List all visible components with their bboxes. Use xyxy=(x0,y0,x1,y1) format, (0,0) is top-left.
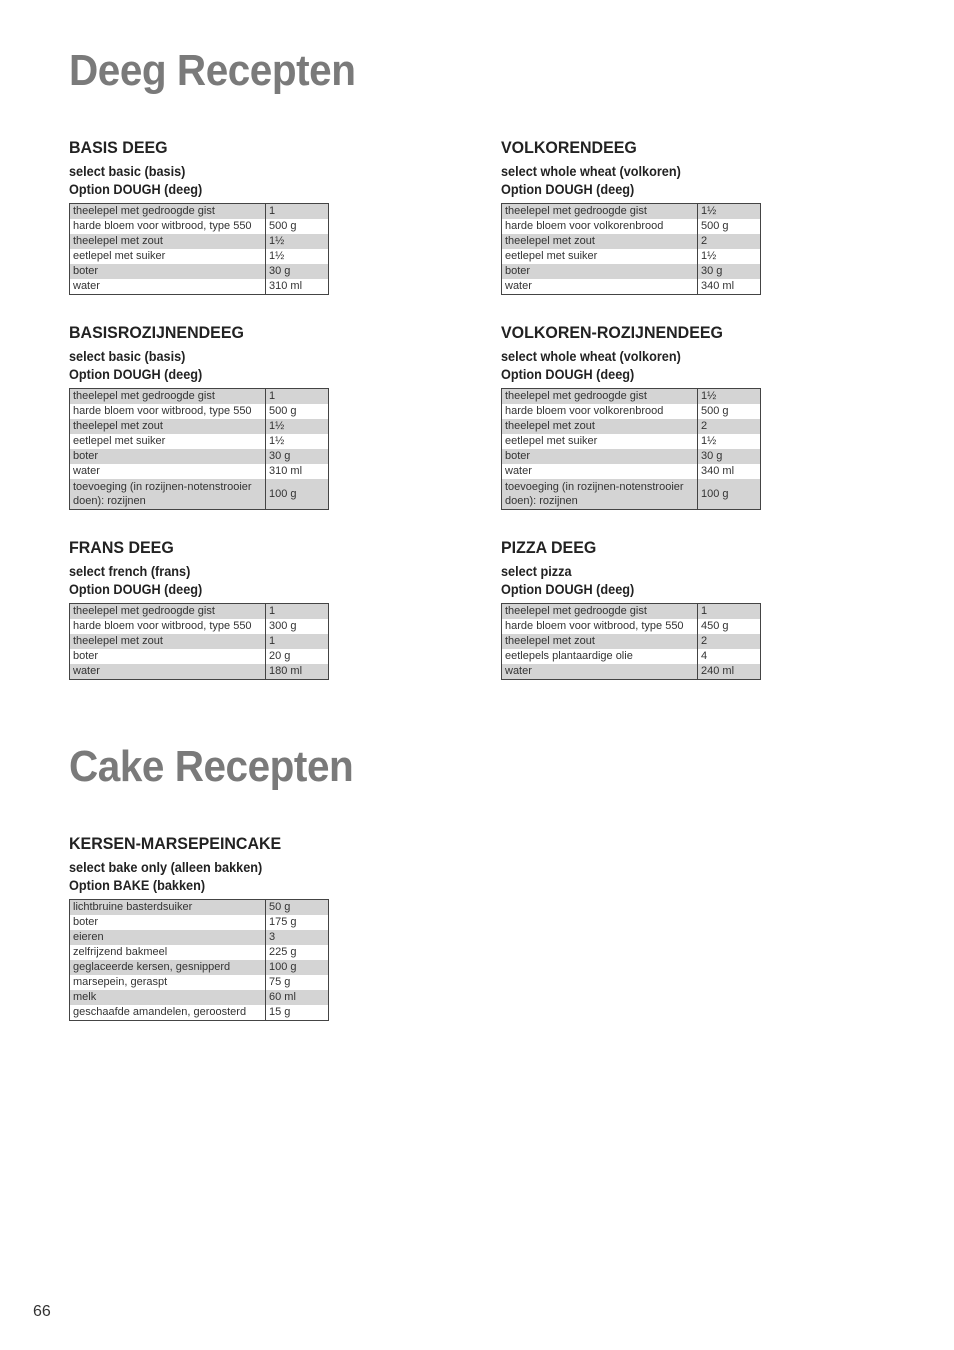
recipe-program: select whole wheat (volkoren) xyxy=(501,349,681,364)
ingredient-name: theelepel met gedroogde gist xyxy=(502,604,698,620)
table-row xyxy=(502,619,761,634)
table-row xyxy=(502,404,761,419)
ingredient-name: theelepel met zout xyxy=(502,634,698,649)
ingredient-name: harde bloem voor witbrood, type 550 xyxy=(70,619,266,634)
ingredient-name: theelepel met zout xyxy=(70,419,266,434)
recipe-pizza-deeg xyxy=(501,537,761,680)
table-row xyxy=(70,419,329,434)
table-row xyxy=(70,1005,329,1021)
page-number: 66 xyxy=(33,1303,51,1320)
ingredient-name: harde bloem voor volkorenbrood xyxy=(502,219,698,234)
ingredient-name: harde bloem voor witbrood, type 550 xyxy=(502,619,698,634)
ingredients-table xyxy=(69,388,329,510)
table-row xyxy=(70,249,329,264)
ingredient-quantity: 340 ml xyxy=(698,279,761,295)
ingredient-quantity: 500 g xyxy=(266,219,329,234)
table-row xyxy=(70,479,329,510)
table-row xyxy=(502,419,761,434)
table-row xyxy=(502,449,761,464)
ingredient-name: theelepel met gedroogde gist xyxy=(70,389,266,405)
table-row xyxy=(502,649,761,664)
ingredient-name: water xyxy=(70,664,266,680)
table-row xyxy=(502,264,761,279)
ingredient-quantity: 20 g xyxy=(266,649,329,664)
ingredient-quantity: 15 g xyxy=(266,1005,329,1021)
recipe-volkorendeeg xyxy=(501,137,761,295)
table-row xyxy=(70,219,329,234)
table-row xyxy=(70,434,329,449)
ingredient-quantity: 1 xyxy=(266,389,329,405)
ingredient-name: theelepel met zout xyxy=(502,419,698,434)
ingredient-quantity: 500 g xyxy=(698,219,761,234)
table-row xyxy=(502,464,761,479)
table-row xyxy=(70,664,329,680)
ingredient-name: water xyxy=(502,664,698,680)
ingredient-name: harde bloem voor witbrood, type 550 xyxy=(70,219,266,234)
ingredient-quantity: 1½ xyxy=(266,434,329,449)
ingredient-quantity: 310 ml xyxy=(266,279,329,295)
table-row xyxy=(502,604,761,620)
table-row xyxy=(70,404,329,419)
ingredient-quantity: 50 g xyxy=(266,900,329,916)
recipe-volkoren-rozijnendeeg xyxy=(501,322,761,510)
ingredient-quantity: 1½ xyxy=(266,249,329,264)
table-row xyxy=(70,960,329,975)
ingredient-quantity: 450 g xyxy=(698,619,761,634)
recipe-option: Option DOUGH (deeg) xyxy=(69,182,203,197)
ingredient-name: toevoeging (in rozijnen-notenstrooier doen): rozijnen xyxy=(70,479,266,510)
ingredient-quantity: 30 g xyxy=(698,449,761,464)
ingredient-quantity: 30 g xyxy=(266,264,329,279)
ingredient-name: eetlepel met suiker xyxy=(70,249,266,264)
ingredient-quantity: 310 ml xyxy=(266,464,329,479)
ingredient-name: water xyxy=(502,464,698,479)
ingredient-quantity: 1 xyxy=(698,604,761,620)
ingredient-quantity: 1½ xyxy=(698,434,761,449)
ingredients-table xyxy=(69,603,329,680)
table-row xyxy=(70,604,329,620)
table-row xyxy=(70,915,329,930)
ingredient-quantity: 75 g xyxy=(266,975,329,990)
ingredient-quantity: 500 g xyxy=(266,404,329,419)
recipe-title: FRANS DEEG xyxy=(69,538,174,557)
ingredient-name: melk xyxy=(70,990,266,1005)
recipe-program: select whole wheat (volkoren) xyxy=(501,164,681,179)
table-row xyxy=(70,389,329,405)
ingredient-name: harde bloem voor witbrood, type 550 xyxy=(70,404,266,419)
table-row xyxy=(70,264,329,279)
ingredients-table xyxy=(501,388,761,510)
ingredient-quantity: 240 ml xyxy=(698,664,761,680)
ingredient-name: water xyxy=(70,464,266,479)
ingredient-quantity: 1 xyxy=(266,204,329,220)
ingredient-quantity: 225 g xyxy=(266,945,329,960)
ingredients-table xyxy=(69,899,329,1021)
ingredient-name: marsepein, geraspt xyxy=(70,975,266,990)
ingredient-name: theelepel met gedroogde gist xyxy=(70,604,266,620)
recipe-title: KERSEN-MARSEPEINCAKE xyxy=(69,834,282,853)
table-row xyxy=(502,219,761,234)
table-row xyxy=(502,279,761,295)
ingredient-name: geglaceerde kersen, gesnipperd xyxy=(70,960,266,975)
recipe-program: select basic (basis) xyxy=(69,164,186,179)
recipe-frans-deeg xyxy=(69,537,329,680)
cake-recipes-title: Cake Recepten xyxy=(69,742,354,791)
table-row xyxy=(70,900,329,916)
recipe-option: Option BAKE (bakken) xyxy=(69,878,206,893)
recipe-title: PIZZA DEEG xyxy=(501,538,597,557)
ingredient-name: water xyxy=(70,279,266,295)
recipe-title: VOLKOREN-ROZIJNENDEEG xyxy=(501,323,723,342)
recipe-option: Option DOUGH (deeg) xyxy=(69,582,203,597)
table-row xyxy=(502,664,761,680)
table-row xyxy=(502,434,761,449)
ingredient-quantity: 1½ xyxy=(266,419,329,434)
recipe-option: Option DOUGH (deeg) xyxy=(501,367,635,382)
ingredient-name: theelepel met gedroogde gist xyxy=(70,204,266,220)
ingredient-name: water xyxy=(502,279,698,295)
ingredient-name: boter xyxy=(70,264,266,279)
table-row xyxy=(70,204,329,220)
table-row xyxy=(70,649,329,664)
recipe-program: select french (frans) xyxy=(69,564,191,579)
table-row xyxy=(502,204,761,220)
table-row xyxy=(502,234,761,249)
table-row xyxy=(70,975,329,990)
table-row xyxy=(70,930,329,945)
ingredient-name: boter xyxy=(70,449,266,464)
ingredient-quantity: 2 xyxy=(698,634,761,649)
table-row xyxy=(502,249,761,264)
ingredient-name: eetlepels plantaardige olie xyxy=(502,649,698,664)
recipe-program: select bake only (alleen bakken) xyxy=(69,860,263,875)
ingredient-quantity: 1½ xyxy=(266,234,329,249)
ingredient-name: boter xyxy=(70,649,266,664)
ingredient-quantity: 30 g xyxy=(698,264,761,279)
ingredient-quantity: 1½ xyxy=(698,389,761,405)
table-row xyxy=(70,634,329,649)
ingredient-quantity: 1½ xyxy=(698,204,761,220)
ingredient-name: eetlepel met suiker xyxy=(70,434,266,449)
recipe-program: select basic (basis) xyxy=(69,349,186,364)
ingredient-quantity: 2 xyxy=(698,234,761,249)
ingredient-quantity: 500 g xyxy=(698,404,761,419)
ingredient-name: theelepel met gedroogde gist xyxy=(502,389,698,405)
ingredient-quantity: 100 g xyxy=(698,479,761,510)
table-row xyxy=(502,634,761,649)
recipe-option: Option DOUGH (deeg) xyxy=(69,367,203,382)
ingredient-quantity: 1 xyxy=(266,604,329,620)
ingredient-quantity: 30 g xyxy=(266,449,329,464)
recipe-program: select pizza xyxy=(501,564,572,579)
recipe-title: BASISROZIJNENDEEG xyxy=(69,323,244,342)
ingredient-name: theelepel met zout xyxy=(502,234,698,249)
ingredient-name: boter xyxy=(502,449,698,464)
table-row xyxy=(70,619,329,634)
table-row xyxy=(502,479,761,510)
ingredient-quantity: 3 xyxy=(266,930,329,945)
table-row xyxy=(70,464,329,479)
ingredient-quantity: 100 g xyxy=(266,960,329,975)
ingredient-quantity: 300 g xyxy=(266,619,329,634)
ingredient-quantity: 4 xyxy=(698,649,761,664)
ingredient-name: eetlepel met suiker xyxy=(502,249,698,264)
ingredient-name: zelfrijzend bakmeel xyxy=(70,945,266,960)
ingredient-quantity: 60 ml xyxy=(266,990,329,1005)
ingredient-name: theelepel met zout xyxy=(70,634,266,649)
recipe-basisrozijnendeeg xyxy=(69,322,329,510)
ingredient-quantity: 2 xyxy=(698,419,761,434)
table-row xyxy=(70,279,329,295)
recipe-title: VOLKORENDEEG xyxy=(501,138,637,157)
ingredient-name: geschaafde amandelen, geroosterd xyxy=(70,1005,266,1021)
recipe-title: BASIS DEEG xyxy=(69,138,168,157)
ingredient-quantity: 175 g xyxy=(266,915,329,930)
ingredient-name: boter xyxy=(502,264,698,279)
recipe-option: Option DOUGH (deeg) xyxy=(501,582,635,597)
table-row xyxy=(70,234,329,249)
ingredient-quantity: 1½ xyxy=(698,249,761,264)
ingredients-table xyxy=(501,603,761,680)
dough-recipes-title: Deeg Recepten xyxy=(69,46,356,95)
table-row xyxy=(70,945,329,960)
table-row xyxy=(502,389,761,405)
ingredient-name: boter xyxy=(70,915,266,930)
ingredient-name: eieren xyxy=(70,930,266,945)
ingredient-name: eetlepel met suiker xyxy=(502,434,698,449)
table-row xyxy=(70,449,329,464)
ingredient-name: harde bloem voor volkorenbrood xyxy=(502,404,698,419)
recipe-option: Option DOUGH (deeg) xyxy=(501,182,635,197)
ingredient-name: lichtbruine basterdsuiker xyxy=(70,900,266,916)
ingredients-table xyxy=(69,203,329,295)
ingredient-name: theelepel met zout xyxy=(70,234,266,249)
ingredient-quantity: 180 ml xyxy=(266,664,329,680)
ingredient-quantity: 340 ml xyxy=(698,464,761,479)
recipe-basis-deeg xyxy=(69,137,329,295)
ingredient-name: toevoeging (in rozijnen-notenstrooier doen): rozijnen xyxy=(502,479,698,510)
ingredient-quantity: 1 xyxy=(266,634,329,649)
ingredient-quantity: 100 g xyxy=(266,479,329,510)
recipe-kersen-marsepeincake xyxy=(69,833,329,1021)
table-row xyxy=(70,990,329,1005)
ingredients-table xyxy=(501,203,761,295)
ingredient-name: theelepel met gedroogde gist xyxy=(502,204,698,220)
